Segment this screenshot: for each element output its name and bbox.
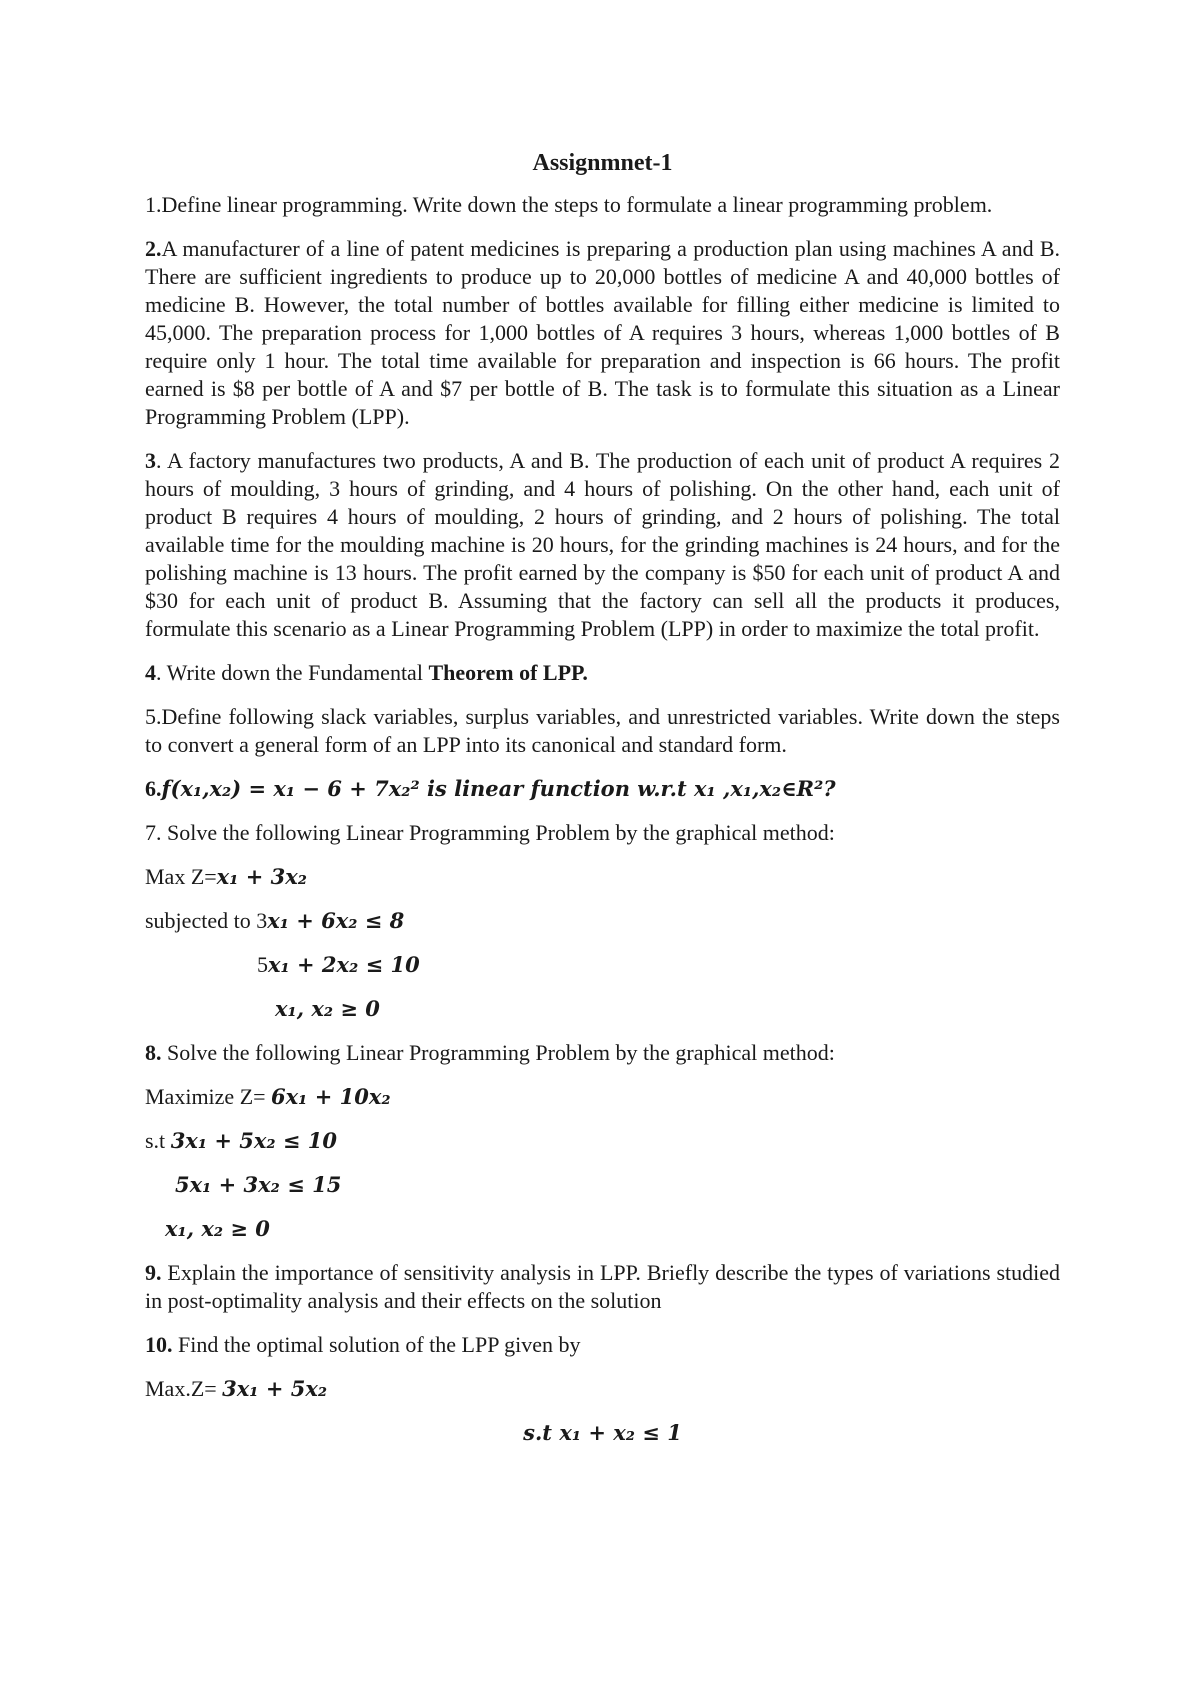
question-4 xyxy=(145,659,1060,687)
question-7-constraint-2-lead: 5 xyxy=(257,952,268,977)
question-10-intro-text: Find the optimal solution of the LPP given by xyxy=(172,1332,581,1357)
question-10-objective-expression: 3x₁ + 5x₂ xyxy=(222,1376,328,1401)
question-4-text: . Write down the Fundamental xyxy=(156,660,429,685)
question-7-subject-label: subjected to 3 xyxy=(145,908,268,933)
question-3 xyxy=(145,447,1060,643)
document-content xyxy=(145,148,1060,1463)
question-7-constraint-1 xyxy=(145,907,1060,935)
question-8-objective xyxy=(145,1083,1060,1111)
question-6-number: 6. xyxy=(145,776,162,801)
question-10-objective-label: Max.Z= xyxy=(145,1376,223,1401)
question-8-constraint-3-expression: x₁, x₂ ≥ 0 xyxy=(165,1216,270,1241)
question-9 xyxy=(145,1259,1060,1315)
question-7-constraint-2-expression: x₁ + 2x₂ ≤ 10 xyxy=(268,952,420,977)
question-10-constraint xyxy=(145,1419,1060,1447)
question-7-constraint-3 xyxy=(145,995,1060,1023)
question-6-expression: f(x₁,x₂) = x₁ − 6 + 7x₂² is linear function w.r.t x₁ ,x₁,x₂∈R²? xyxy=(161,776,836,801)
question-8-objective-expression: 6x₁ + 10x₂ xyxy=(271,1084,391,1109)
question-7-objective-label: Max Z= xyxy=(145,864,217,889)
question-10-number: 10. xyxy=(145,1332,173,1357)
question-10-objective xyxy=(145,1375,1060,1403)
question-8-constraint-2-expression: 5x₁ + 3x₂ ≤ 15 xyxy=(175,1172,342,1197)
question-8-intro-text: Solve the following Linear Programming Problem by the graphical method: xyxy=(161,1040,835,1065)
question-7-objective-expression: x₁ + 3x₂ xyxy=(216,864,307,889)
question-3-number: 3 xyxy=(145,448,156,473)
question-7-objective xyxy=(145,863,1060,891)
question-7-constraint-1-expression: x₁ + 6x₂ ≤ 8 xyxy=(267,908,405,933)
question-5 xyxy=(145,703,1060,759)
question-8-constraint-3 xyxy=(145,1215,1060,1243)
question-8-constraint-1-expression: 3x₁ + 5x₂ ≤ 10 xyxy=(170,1128,338,1153)
question-2 xyxy=(145,235,1060,431)
question-10-intro xyxy=(145,1331,1060,1359)
question-6 xyxy=(145,775,1060,803)
question-4-bold-text: Theorem of LPP. xyxy=(428,660,588,685)
question-9-text: Explain the importance of sensitivity analysis in LPP. Briefly describe the types of variations studied in post-optimality analysis and their effects on the solution xyxy=(145,1260,1060,1313)
question-7-intro: 7. Solve the following Linear Programming Problem by the graphical method: xyxy=(145,820,835,845)
question-8-subject-label: s.t xyxy=(145,1128,171,1153)
question-1-text: Define linear programming. Write down the steps to formulate a linear programming problem. xyxy=(161,192,993,217)
question-4-number: 4 xyxy=(145,660,156,685)
question-1 xyxy=(145,191,1060,219)
question-10-constraint-expression: s.t x₁ + x₂ ≤ 1 xyxy=(523,1420,682,1445)
question-7-constraint-2 xyxy=(145,951,1060,979)
question-2-text: A manufacturer of a line of patent medicines is preparing a production plan using machines A and B. There are sufficient ingredients to produce up to 20,000 bottles of medicine A and 40,000 bottles of medicine B. However, the total number of bottles available for filling either medicine is limited to 45,000. The preparation process for 1,000 bottles of A requires 3 hours, whereas 1,000 bottles of B require only 1 hour. The total time available for preparation and inspection is 66 hours. The profit earned is $8 per bottle of A and $7 per bottle of B. The task is to formulate this situation as a Linear Programming Problem (LPP). xyxy=(145,236,1060,429)
question-8-intro xyxy=(145,1039,1060,1067)
question-9-number: 9. xyxy=(145,1260,162,1285)
question-2-number: 2. xyxy=(145,236,162,261)
page-title: Assignmnet-1 xyxy=(532,150,673,176)
question-8-objective-label: Maximize Z= xyxy=(145,1084,272,1109)
question-8-constraint-1 xyxy=(145,1127,1060,1155)
question-1-number: 1. xyxy=(145,192,162,217)
question-8-constraint-2 xyxy=(145,1171,1060,1199)
question-8-number: 8. xyxy=(145,1040,162,1065)
question-7-constraint-3-expression: x₁, x₂ ≥ 0 xyxy=(275,996,380,1021)
question-3-text: . A factory manufactures two products, A and B. The production of each unit of product A requires 2 hours of moulding, 3 hours of grinding, and 4 hours of polishing. On the other hand, each unit of product B requires 4 hours of moulding, 2 hours of grinding, and 2 hours of polishing. The total available time for the moulding machine is 20 hours, for the grinding machines is 24 hours, and for the polishing machine is 13 hours. The profit earned by the company is $50 for each unit of product A and $30 for each unit of product B. Assuming that the factory can sell all the products it produces, formulate this scenario as a Linear Programming Problem (LPP) in order to maximize the total profit. xyxy=(145,448,1060,641)
question-5-text: 5.Define following slack variables, surplus variables, and unrestricted variables. Write down the steps to convert a general form of an LPP into its canonical and standard form. xyxy=(145,704,1060,757)
